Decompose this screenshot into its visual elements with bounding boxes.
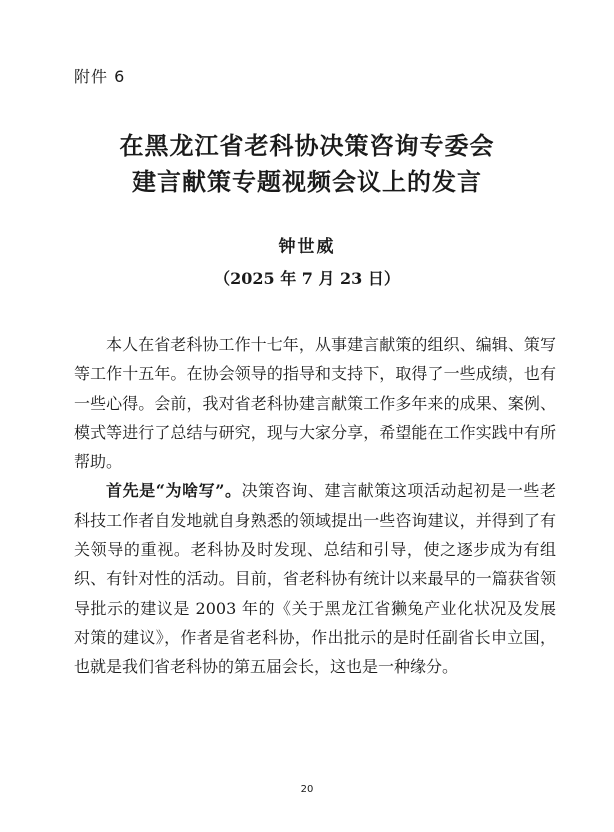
page-number: 20 — [300, 784, 314, 795]
paragraph-2-text: 决策咨询、建言献策这项活动起初是一些老科技工作者自发地就自身熟悉的领域提出一些咨询建议，并得到了有关领导的重视。老科协及时发现、总结和引导，使之逐步成为有组织、有针对性的活动。目前，省老科协有统计以来最早的一篇获省领导批示的建议是 2003 年的《关于黑龙江省獭兔产业化状况及发展对策的建议》，作者是省老科协，作出批示的是时任副省长申立国，也就是我们省老科协的第五届会长，这也是一种缘分。 — [74, 481, 556, 677]
paragraph-2-lead: 首先是“为啥写”。 — [106, 481, 242, 501]
author-name: 钟世威 — [278, 237, 336, 257]
body-text — [74, 330, 556, 682]
title-line-2: 建言献策专题视频会议上的发言 — [132, 167, 482, 196]
speech-date: （2025 年 7 月 23 日） — [214, 269, 400, 288]
attachment-label: 附件 6 — [74, 67, 126, 86]
paragraph-1-text: 本人在省老科协工作十七年，从事建言献策的组织、编辑、策写等工作十五年。在协会领导的指导和支持下，取得了一些成绩，也有一些心得。会前，我对省老科协建言献策工作多年来的成果、案例、模式等进行了总结与研究，现与大家分享，希望能在工作实践中有所帮助。 — [74, 335, 556, 472]
title-line-1: 在黑龙江省老科协决策咨询专委会 — [119, 131, 495, 160]
paragraph-1 — [74, 330, 556, 476]
paragraph-2 — [74, 476, 556, 681]
